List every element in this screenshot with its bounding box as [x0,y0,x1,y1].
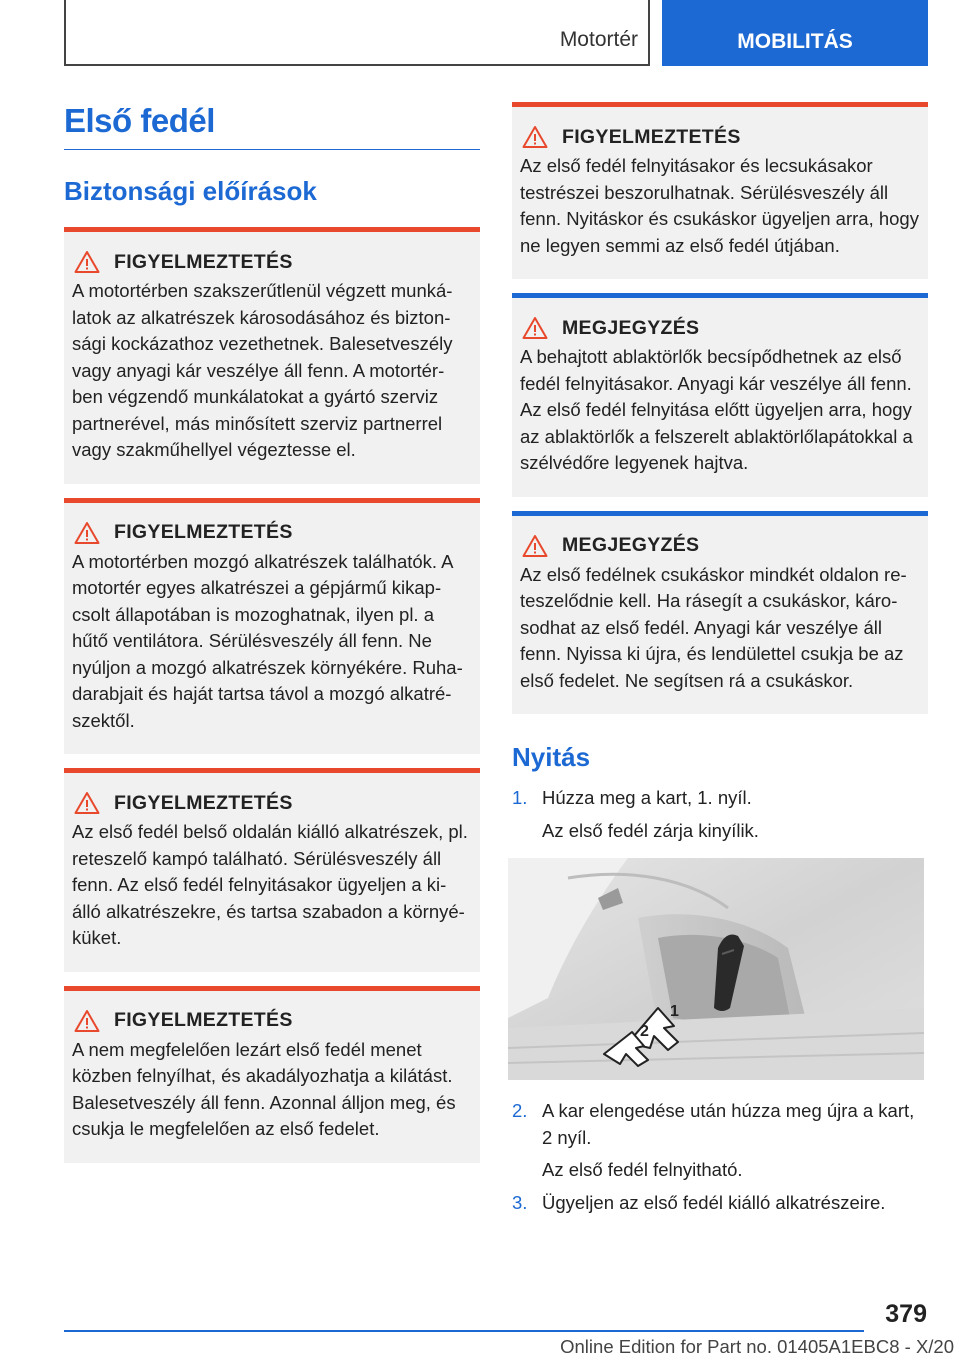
step-number: 2. [512,1100,528,1121]
steps-list [512,785,928,844]
box-text: A motortérben szakszerűtlenül végzett munká-latok az alkatrészek károsodásához és bizton-sági kockázathoz vezethetnek. Balesetveszély vagy anyagi kár veszélye áll fenn. A motortér-ben végzendő munkálatokat a gyártó szerviz partnerével, más minősített szerviz partnerrel vagy szakműhellyel végeztesse el. [72,280,453,460]
box-title: MEGJEGYZÉS [562,316,700,339]
step-item [512,1190,928,1217]
note-box [512,511,928,715]
step-text: A kar elengedése után húzza meg újra a kart, 2 nyíl. [542,1100,915,1148]
opening-heading: Nyitás [512,742,591,772]
footer-edition: Online Edition for Part no. 01405A1EBC8 - X/20 [560,1336,954,1357]
warning-box [64,498,480,755]
warning-triangle-icon [522,316,548,340]
illustration-label-1: 1 [670,1003,679,1020]
step-body [542,1098,928,1184]
box-title: FIGYELMEZTETÉS [114,791,293,814]
step-result: Az első fedél felnyitható. [542,1159,743,1180]
step-text: Ügyeljen az első fedél kiálló alkatrészeire. [542,1191,886,1213]
box-title: FIGYELMEZTETÉS [114,1009,293,1031]
box-header [72,1009,472,1033]
warning-triangle-icon [74,521,100,545]
step-result: Az első fedél zárja kinyílik. [542,819,759,841]
illustration-label-2: 2 [640,1023,649,1040]
warning-triangle-icon [522,534,548,558]
section-tab: MOBILITÁS [662,0,928,66]
box-title: FIGYELMEZTETÉS [114,521,293,543]
chapter-tab [64,0,650,66]
box-header [72,791,472,815]
page-title: Első fedél [64,102,480,150]
step-text: Húzza meg a kart, 1. nyíl. [542,787,752,808]
warning-triangle-icon [74,250,100,274]
hood-release-lever-illustration [508,858,924,1080]
warning-triangle-icon [74,1009,100,1033]
box-header [72,521,472,545]
box-text: Az első fedélnek csukáskor mindkét oldalon re-teszelődnie kell. Ha rásegít a csukáskor, káro-sodhat az első fedél. Anyagi kár veszélye áll fenn. Nyissa ki újra, és lendülettel csukja be az első fedelet. Ne segítsen rá a csukáskor. [520,563,907,691]
footer-divider [64,1330,864,1332]
note-box [512,293,928,497]
box-text: A behajtott ablaktörlők becsípődhetnek az első fedél felnyitásakor. Anyagi kár veszélye áll fenn. Az első fedél felnyitása előtt ügyeljen arra, hogy az ablaktörlők a felszerelt ablaktörlőlapátokkal a szélvédőre legyenek hajtva. [520,346,913,473]
safety-heading: Biztonsági előírások [64,176,317,206]
box-text: A motortérben mozgó alkatrészek találhatók. A motortér egyes alkatrészei a gépjármű kikap-csolt állapotában is mozoghatnak, ilyen pl. a hűtő ventilátora. Sérülésveszély áll fenn. Ne nyúljon a mozgó alkatrészek környékére. Ruha-darabjait és haját tartsa távol a mozgó alkatré-szektől. [72,550,463,731]
box-header [72,250,472,274]
warning-triangle-icon [74,791,100,815]
warning-box [64,227,480,484]
box-text: Az első fedél belső oldalán kiálló alkatrészek, pl. reteszelő kampó található. Sérülésveszély áll fenn. Az első fedél felnyitásakor ügyeljen a ki-álló alkatrészekre, és tartsa szabadon a környé-küket. [72,821,468,948]
warning-box [64,986,480,1163]
box-text: A nem megfelelően lezárt első fedél menet közben felnyílhat, és akadályozhatja a kilátást. Balesetveszély áll fenn. Azonnal álljon meg, és csukja le megfelelően az első fedelet. [72,1038,456,1139]
box-title: FIGYELMEZTETÉS [114,250,293,273]
warning-box [64,768,480,972]
step-body [542,785,759,844]
right-column [512,102,928,1222]
step-number: 3. [512,1191,528,1213]
step-item [512,785,928,844]
steps-list [512,1098,928,1216]
box-title: MEGJEGYZÉS [562,534,700,556]
warning-box [512,102,928,279]
step-number: 1. [512,787,528,808]
box-text: Az első fedél felnyitásakor és lecsukásakor testrészei beszorulhatnak. Sérülésveszély áll fenn. Nyitáskor és csukáskor ügyeljen arra, hogy ne legyen semmi az első fedél útjában. [520,155,919,256]
page-header [64,0,928,66]
box-title: FIGYELMEZTETÉS [562,125,741,148]
box-header [520,534,920,558]
page-number: 379 [885,1300,927,1328]
box-header [520,316,920,340]
box-header [520,125,920,149]
chapter-title: Motortér [559,28,638,51]
warning-triangle-icon [522,125,548,149]
step-item [512,1098,928,1184]
left-column [64,102,480,1177]
step-body [542,1190,885,1217]
